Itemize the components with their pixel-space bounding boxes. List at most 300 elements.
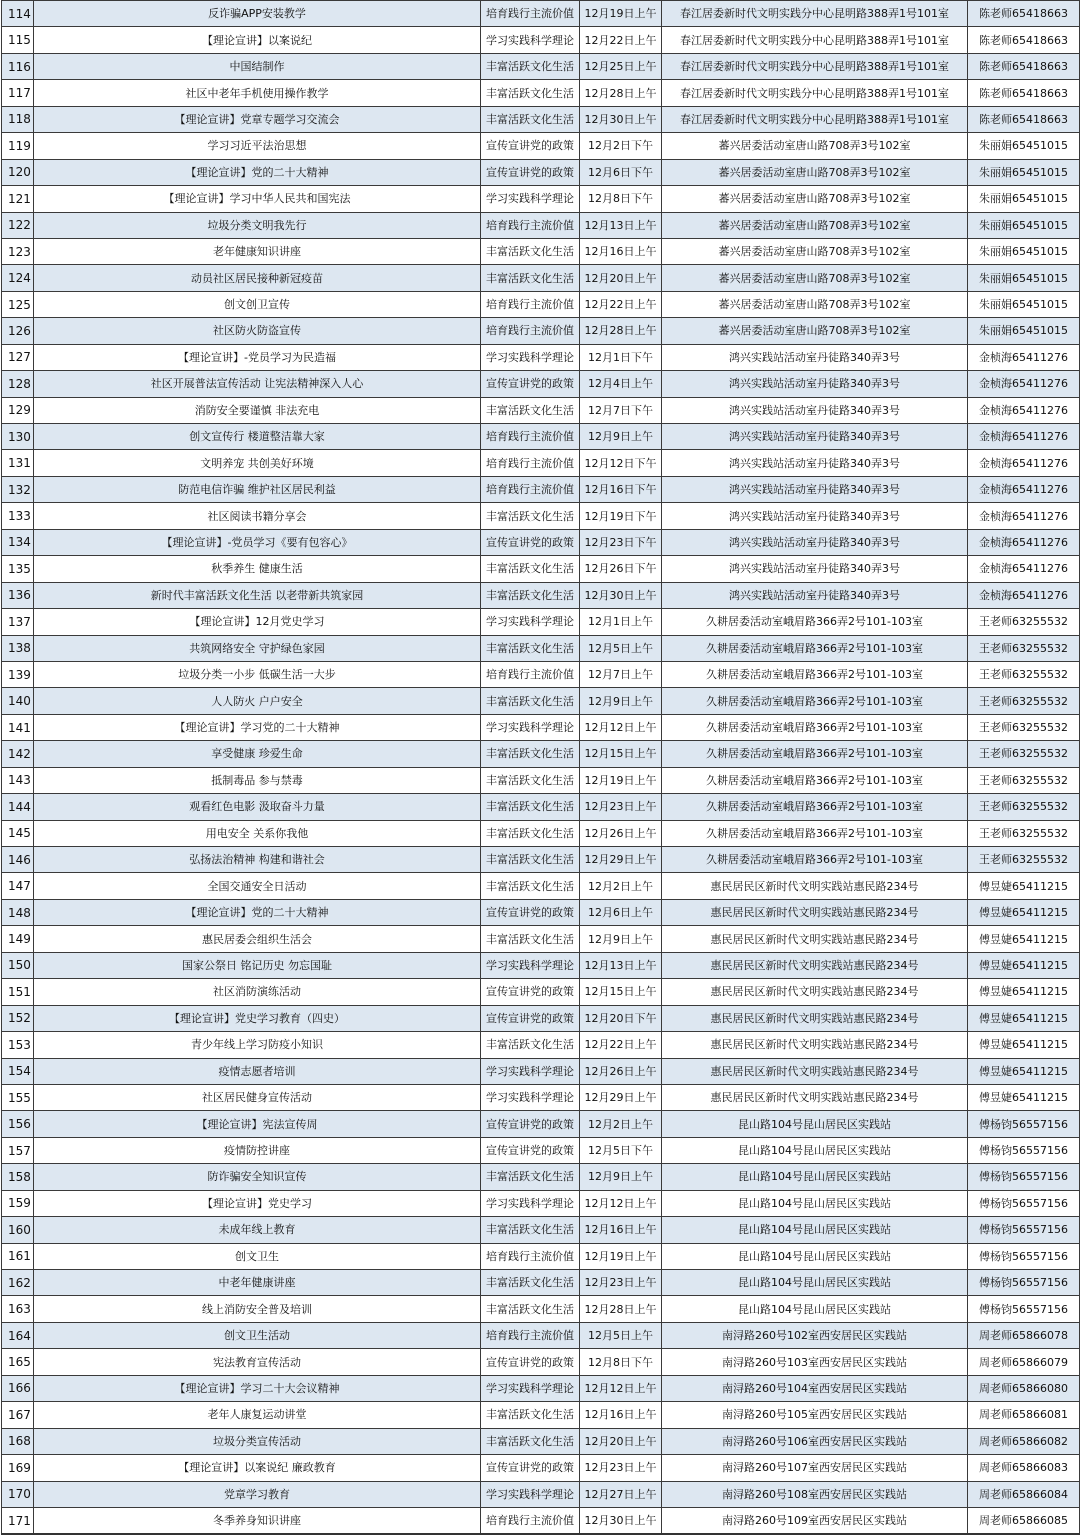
activity-title-cell: 疫情防控讲座: [34, 1137, 481, 1163]
activity-title-cell: 社区开展普法宣传活动 让宪法精神深入人心: [34, 371, 481, 397]
row-number-cell: 132: [2, 476, 34, 502]
row-number-cell: 136: [2, 582, 34, 608]
contact-person-cell: 朱丽娟65451015: [968, 265, 1080, 291]
table-row: [2, 556, 1080, 582]
table-row: [2, 1375, 1080, 1401]
row-number-cell: 169: [2, 1455, 34, 1481]
activity-title-cell: 垃圾分类文明我先行: [34, 212, 481, 238]
table-row: [2, 212, 1080, 238]
contact-person-cell: 王老师63255532: [968, 767, 1080, 793]
row-number-cell: 146: [2, 847, 34, 873]
activity-category-cell: 丰富活跃文化生活: [481, 873, 580, 899]
contact-person-cell: 傅杨钧56557156: [968, 1190, 1080, 1216]
contact-person-cell: 周老师65866078: [968, 1322, 1080, 1348]
activity-title-cell: 【理论宣讲】学习二十大会议精神: [34, 1375, 481, 1401]
table-row: [2, 529, 1080, 555]
contact-person-cell: 傅杨钧56557156: [968, 1164, 1080, 1190]
activity-category-cell: 宣传宣讲党的政策: [481, 1455, 580, 1481]
table-row: [2, 1243, 1080, 1269]
activity-title-cell: 宪法教育宣传活动: [34, 1349, 481, 1375]
activity-date-cell: 12月26日下午: [580, 556, 662, 582]
activity-date-cell: 12月6日下午: [580, 159, 662, 185]
activity-title-cell: 【理论宣讲】党史学习教育（四史）: [34, 1005, 481, 1031]
activity-title-cell: 【理论宣讲】党的二十大精神: [34, 159, 481, 185]
activity-title-cell: 用电安全 关系你我他: [34, 820, 481, 846]
activity-date-cell: 12月13日上午: [580, 212, 662, 238]
activity-title-cell: 中国结制作: [34, 53, 481, 79]
activity-location-cell: 惠民居民区新时代文明实践站惠民路234号: [662, 1005, 968, 1031]
activity-title-cell: 社区消防演练活动: [34, 979, 481, 1005]
activity-category-cell: 丰富活跃文化生活: [481, 1296, 580, 1322]
activity-location-cell: 久耕居委活动室峨眉路366弄2号101-103室: [662, 688, 968, 714]
activity-title-cell: 创文卫生活动: [34, 1322, 481, 1348]
contact-person-cell: 王老师63255532: [968, 847, 1080, 873]
activity-category-cell: 宣传宣讲党的政策: [481, 529, 580, 555]
activity-date-cell: 12月19日上午: [580, 767, 662, 793]
contact-person-cell: 傅杨钧56557156: [968, 1137, 1080, 1163]
table-row: [2, 1137, 1080, 1163]
activity-date-cell: 12月9日上午: [580, 424, 662, 450]
activity-date-cell: 12月29日上午: [580, 1084, 662, 1110]
contact-person-cell: 朱丽娟65451015: [968, 159, 1080, 185]
table-row: [2, 661, 1080, 687]
activity-title-cell: 共筑网络安全 守护绿色家园: [34, 635, 481, 661]
table-row: [2, 476, 1080, 502]
contact-person-cell: 周老师65866079: [968, 1349, 1080, 1375]
row-number-cell: 156: [2, 1111, 34, 1137]
row-number-cell: 164: [2, 1322, 34, 1348]
table-row: [2, 1190, 1080, 1216]
activity-title-cell: 疫情志愿者培训: [34, 1058, 481, 1084]
activity-date-cell: 12月1日下午: [580, 344, 662, 370]
activity-date-cell: 12月28日上午: [580, 80, 662, 106]
row-number-cell: 159: [2, 1190, 34, 1216]
table-row: [2, 1428, 1080, 1454]
activity-date-cell: 12月16日下午: [580, 476, 662, 502]
table-row: [2, 1455, 1080, 1481]
activity-category-cell: 培育践行主流价值: [481, 661, 580, 687]
activity-category-cell: 丰富活跃文化生活: [481, 1217, 580, 1243]
table-row: [2, 688, 1080, 714]
activity-title-cell: 国家公祭日 铭记历史 勿忘国耻: [34, 952, 481, 978]
activity-location-cell: 春江居委新时代文明实践分中心昆明路388弄1号101室: [662, 106, 968, 132]
activity-date-cell: 12月30日上午: [580, 582, 662, 608]
activity-title-cell: 【理论宣讲】-党员学习《要有包容心》: [34, 529, 481, 555]
activity-category-cell: 培育践行主流价值: [481, 212, 580, 238]
table-row: [2, 1032, 1080, 1058]
contact-person-cell: 王老师63255532: [968, 688, 1080, 714]
table-row: [2, 1058, 1080, 1084]
activity-category-cell: 学习实践科学理论: [481, 1375, 580, 1401]
activity-date-cell: 12月6日上午: [580, 899, 662, 925]
contact-person-cell: 王老师63255532: [968, 661, 1080, 687]
activity-date-cell: 12月7日下午: [580, 397, 662, 423]
contact-person-cell: 金桢海65411276: [968, 397, 1080, 423]
activity-category-cell: 丰富活跃文化生活: [481, 106, 580, 132]
contact-person-cell: 陈老师65418663: [968, 80, 1080, 106]
activity-title-cell: 抵制毒品 参与禁毒: [34, 767, 481, 793]
table-row: [2, 1402, 1080, 1428]
activity-location-cell: 久耕居委活动室峨眉路366弄2号101-103室: [662, 820, 968, 846]
contact-person-cell: 王老师63255532: [968, 609, 1080, 635]
activity-location-cell: 春江居委新时代文明实践分中心昆明路388弄1号101室: [662, 1, 968, 27]
row-number-cell: 143: [2, 767, 34, 793]
row-number-cell: 115: [2, 27, 34, 53]
row-number-cell: 161: [2, 1243, 34, 1269]
table-body: [2, 1, 1080, 1535]
activity-date-cell: 12月16日上午: [580, 1402, 662, 1428]
activity-title-cell: 【理论宣讲】学习中华人民共和国宪法: [34, 186, 481, 212]
activity-title-cell: 享受健康 珍爱生命: [34, 741, 481, 767]
row-number-cell: 139: [2, 661, 34, 687]
activity-location-cell: 惠民居民区新时代文明实践站惠民路234号: [662, 1058, 968, 1084]
activity-date-cell: 12月9日上午: [580, 1164, 662, 1190]
activity-location-cell: 蕃兴居委活动室唐山路708弄3号102室: [662, 212, 968, 238]
activity-title-cell: 社区中老年手机使用操作教学: [34, 80, 481, 106]
activity-category-cell: 培育践行主流价值: [481, 318, 580, 344]
table-row: [2, 926, 1080, 952]
activity-location-cell: 惠民居民区新时代文明实践站惠民路234号: [662, 1084, 968, 1110]
activity-category-cell: 丰富活跃文化生活: [481, 1032, 580, 1058]
row-number-cell: 133: [2, 503, 34, 529]
table-row: [2, 1507, 1080, 1534]
contact-person-cell: 陈老师65418663: [968, 1, 1080, 27]
activity-location-cell: 久耕居委活动室峨眉路366弄2号101-103室: [662, 635, 968, 661]
activity-category-cell: 丰富活跃文化生活: [481, 794, 580, 820]
contact-person-cell: 周老师65866080: [968, 1375, 1080, 1401]
activity-date-cell: 12月28日上午: [580, 318, 662, 344]
row-number-cell: 119: [2, 133, 34, 159]
activity-date-cell: 12月8日下午: [580, 186, 662, 212]
activity-location-cell: 南浔路260号109室西安居民区实践站: [662, 1507, 968, 1534]
table-row: [2, 741, 1080, 767]
activity-location-cell: 昆山路104号昆山居民区实践站: [662, 1137, 968, 1163]
activity-date-cell: 12月19日上午: [580, 1243, 662, 1269]
row-number-cell: 165: [2, 1349, 34, 1375]
table-row: [2, 27, 1080, 53]
row-number-cell: 116: [2, 53, 34, 79]
table-row: [2, 767, 1080, 793]
activity-category-cell: 宣传宣讲党的政策: [481, 1137, 580, 1163]
activity-title-cell: 垃圾分类一小步 低碳生活一大步: [34, 661, 481, 687]
activity-title-cell: 创文卫生: [34, 1243, 481, 1269]
contact-person-cell: 金桢海65411276: [968, 476, 1080, 502]
row-number-cell: 128: [2, 371, 34, 397]
contact-person-cell: 王老师63255532: [968, 714, 1080, 740]
activity-location-cell: 春江居委新时代文明实践分中心昆明路388弄1号101室: [662, 53, 968, 79]
contact-person-cell: 傅杨钧56557156: [968, 1111, 1080, 1137]
activity-location-cell: 昆山路104号昆山居民区实践站: [662, 1296, 968, 1322]
contact-person-cell: 金桢海65411276: [968, 582, 1080, 608]
table-row: [2, 1164, 1080, 1190]
activity-date-cell: 12月26日上午: [580, 820, 662, 846]
activity-date-cell: 12月12日下午: [580, 450, 662, 476]
table-row: [2, 1270, 1080, 1296]
activity-title-cell: 老年人康复运动讲堂: [34, 1402, 481, 1428]
table-row: [2, 582, 1080, 608]
table-row: [2, 899, 1080, 925]
row-number-cell: 147: [2, 873, 34, 899]
table-row: [2, 397, 1080, 423]
table-row: [2, 794, 1080, 820]
contact-person-cell: 陈老师65418663: [968, 53, 1080, 79]
contact-person-cell: 周老师65866083: [968, 1455, 1080, 1481]
activity-date-cell: 12月9日上午: [580, 688, 662, 714]
activity-location-cell: 鸿兴实践站活动室丹徒路340弄3号: [662, 371, 968, 397]
row-number-cell: 155: [2, 1084, 34, 1110]
row-number-cell: 117: [2, 80, 34, 106]
activity-date-cell: 12月23日上午: [580, 1455, 662, 1481]
row-number-cell: 149: [2, 926, 34, 952]
activity-category-cell: 丰富活跃文化生活: [481, 1402, 580, 1428]
activity-location-cell: 蕃兴居委活动室唐山路708弄3号102室: [662, 186, 968, 212]
activity-title-cell: 垃圾分类宣传活动: [34, 1428, 481, 1454]
activity-date-cell: 12月22日上午: [580, 1032, 662, 1058]
row-number-cell: 144: [2, 794, 34, 820]
contact-person-cell: 金桢海65411276: [968, 371, 1080, 397]
contact-person-cell: 金桢海65411276: [968, 529, 1080, 555]
activity-date-cell: 12月12日上午: [580, 714, 662, 740]
contact-person-cell: 傅昱婕65411215: [968, 1058, 1080, 1084]
row-number-cell: 137: [2, 609, 34, 635]
activity-title-cell: 【理论宣讲】学习党的二十大精神: [34, 714, 481, 740]
activity-category-cell: 丰富活跃文化生活: [481, 53, 580, 79]
activity-date-cell: 12月4日上午: [580, 371, 662, 397]
activity-location-cell: 久耕居委活动室峨眉路366弄2号101-103室: [662, 847, 968, 873]
activity-title-cell: 创文宣传行 楼道整洁靠大家: [34, 424, 481, 450]
activity-date-cell: 12月7日上午: [580, 661, 662, 687]
row-number-cell: 153: [2, 1032, 34, 1058]
activity-location-cell: 惠民居民区新时代文明实践站惠民路234号: [662, 899, 968, 925]
table-row: [2, 820, 1080, 846]
row-number-cell: 134: [2, 529, 34, 555]
table-row: [2, 344, 1080, 370]
activity-date-cell: 12月12日上午: [580, 1190, 662, 1216]
contact-person-cell: 朱丽娟65451015: [968, 291, 1080, 317]
activity-location-cell: 鸿兴实践站活动室丹徒路340弄3号: [662, 450, 968, 476]
activity-category-cell: 丰富活跃文化生活: [481, 556, 580, 582]
table-row: [2, 133, 1080, 159]
contact-person-cell: 王老师63255532: [968, 635, 1080, 661]
activity-location-cell: 惠民居民区新时代文明实践站惠民路234号: [662, 873, 968, 899]
activity-date-cell: 12月19日下午: [580, 503, 662, 529]
activity-location-cell: 昆山路104号昆山居民区实践站: [662, 1164, 968, 1190]
activity-category-cell: 学习实践科学理论: [481, 609, 580, 635]
row-number-cell: 142: [2, 741, 34, 767]
contact-person-cell: 朱丽娟65451015: [968, 212, 1080, 238]
activity-date-cell: 12月2日上午: [580, 1111, 662, 1137]
activity-location-cell: 昆山路104号昆山居民区实践站: [662, 1111, 968, 1137]
activity-category-cell: 培育践行主流价值: [481, 291, 580, 317]
table-row: [2, 291, 1080, 317]
table-row: [2, 53, 1080, 79]
activity-title-cell: 防诈骗安全知识宣传: [34, 1164, 481, 1190]
contact-person-cell: 傅杨钧56557156: [968, 1270, 1080, 1296]
contact-person-cell: 王老师63255532: [968, 741, 1080, 767]
activity-date-cell: 12月23日下午: [580, 529, 662, 555]
table-row: [2, 609, 1080, 635]
row-number-cell: 168: [2, 1428, 34, 1454]
activity-title-cell: 青少年线上学习防疫小知识: [34, 1032, 481, 1058]
contact-person-cell: 傅昱婕65411215: [968, 952, 1080, 978]
row-number-cell: 158: [2, 1164, 34, 1190]
row-number-cell: 124: [2, 265, 34, 291]
activity-location-cell: 南浔路260号105室西安居民区实践站: [662, 1402, 968, 1428]
activity-location-cell: 南浔路260号108室西安居民区实践站: [662, 1481, 968, 1507]
table-row: [2, 371, 1080, 397]
activity-category-cell: 学习实践科学理论: [481, 714, 580, 740]
contact-person-cell: 周老师65866084: [968, 1481, 1080, 1507]
activity-location-cell: 久耕居委活动室峨眉路366弄2号101-103室: [662, 714, 968, 740]
activity-date-cell: 12月26日上午: [580, 1058, 662, 1084]
row-number-cell: 154: [2, 1058, 34, 1084]
table-row: [2, 714, 1080, 740]
table-row: [2, 979, 1080, 1005]
activity-category-cell: 学习实践科学理论: [481, 186, 580, 212]
activity-location-cell: 南浔路260号103室西安居民区实践站: [662, 1349, 968, 1375]
activity-date-cell: 12月30日上午: [580, 1507, 662, 1534]
row-number-cell: 127: [2, 344, 34, 370]
activity-date-cell: 12月15日上午: [580, 741, 662, 767]
activity-date-cell: 12月27日上午: [580, 1481, 662, 1507]
activity-date-cell: 12月20日上午: [580, 265, 662, 291]
activity-category-cell: 培育践行主流价值: [481, 1322, 580, 1348]
table-row: [2, 318, 1080, 344]
contact-person-cell: 朱丽娟65451015: [968, 186, 1080, 212]
activity-category-cell: 丰富活跃文化生活: [481, 1270, 580, 1296]
activity-category-cell: 培育践行主流价值: [481, 424, 580, 450]
activity-category-cell: 宣传宣讲党的政策: [481, 1111, 580, 1137]
activity-title-cell: 线上消防安全普及培训: [34, 1296, 481, 1322]
activity-date-cell: 12月20日上午: [580, 1428, 662, 1454]
activity-title-cell: 弘扬法治精神 构建和谐社会: [34, 847, 481, 873]
activity-location-cell: 久耕居委活动室峨眉路366弄2号101-103室: [662, 741, 968, 767]
activity-location-cell: 南浔路260号104室西安居民区实践站: [662, 1375, 968, 1401]
activity-title-cell: 【理论宣讲】以案说纪 廉政教育: [34, 1455, 481, 1481]
table-row: [2, 1005, 1080, 1031]
activity-category-cell: 宣传宣讲党的政策: [481, 899, 580, 925]
row-number-cell: 121: [2, 186, 34, 212]
table-row: [2, 1322, 1080, 1348]
activity-date-cell: 12月30日上午: [580, 106, 662, 132]
activity-location-cell: 蕃兴居委活动室唐山路708弄3号102室: [662, 291, 968, 317]
table-row: [2, 80, 1080, 106]
activity-date-cell: 12月16日上午: [580, 1217, 662, 1243]
activity-location-cell: 春江居委新时代文明实践分中心昆明路388弄1号101室: [662, 27, 968, 53]
activity-title-cell: 【理论宣讲】以案说纪: [34, 27, 481, 53]
row-number-cell: 129: [2, 397, 34, 423]
row-number-cell: 148: [2, 899, 34, 925]
activity-location-cell: 南浔路260号102室西安居民区实践站: [662, 1322, 968, 1348]
contact-person-cell: 金桢海65411276: [968, 503, 1080, 529]
row-number-cell: 131: [2, 450, 34, 476]
activity-location-cell: 鸿兴实践站活动室丹徒路340弄3号: [662, 344, 968, 370]
activity-category-cell: 丰富活跃文化生活: [481, 397, 580, 423]
row-number-cell: 122: [2, 212, 34, 238]
contact-person-cell: 傅杨钧56557156: [968, 1243, 1080, 1269]
activity-location-cell: 蕃兴居委活动室唐山路708弄3号102室: [662, 318, 968, 344]
table-row: [2, 1111, 1080, 1137]
activity-category-cell: 丰富活跃文化生活: [481, 688, 580, 714]
activity-location-cell: 南浔路260号107室西安居民区实践站: [662, 1455, 968, 1481]
activity-date-cell: 12月22日上午: [580, 27, 662, 53]
contact-person-cell: 朱丽娟65451015: [968, 133, 1080, 159]
table-row: [2, 1, 1080, 27]
activity-title-cell: 中老年健康讲座: [34, 1270, 481, 1296]
activity-category-cell: 宣传宣讲党的政策: [481, 1349, 580, 1375]
activity-date-cell: 12月19日上午: [580, 1, 662, 27]
contact-person-cell: 金桢海65411276: [968, 556, 1080, 582]
activity-title-cell: 社区防火防盗宣传: [34, 318, 481, 344]
activity-title-cell: 【理论宣讲】党史学习: [34, 1190, 481, 1216]
activity-category-cell: 丰富活跃文化生活: [481, 635, 580, 661]
row-number-cell: 150: [2, 952, 34, 978]
contact-person-cell: 傅杨钧56557156: [968, 1217, 1080, 1243]
row-number-cell: 125: [2, 291, 34, 317]
activity-location-cell: 久耕居委活动室峨眉路366弄2号101-103室: [662, 794, 968, 820]
activity-date-cell: 12月16日上午: [580, 238, 662, 264]
table-row: [2, 450, 1080, 476]
activity-title-cell: 【理论宣讲】12月党史学习: [34, 609, 481, 635]
activity-date-cell: 12月2日下午: [580, 133, 662, 159]
activity-category-cell: 丰富活跃文化生活: [481, 503, 580, 529]
activity-date-cell: 12月23日上午: [580, 1270, 662, 1296]
activity-category-cell: 学习实践科学理论: [481, 1084, 580, 1110]
activity-location-cell: 久耕居委活动室峨眉路366弄2号101-103室: [662, 661, 968, 687]
row-number-cell: 157: [2, 1137, 34, 1163]
row-number-cell: 123: [2, 238, 34, 264]
table-row: [2, 106, 1080, 132]
activity-category-cell: 丰富活跃文化生活: [481, 1428, 580, 1454]
row-number-cell: 140: [2, 688, 34, 714]
activity-category-cell: 学习实践科学理论: [481, 344, 580, 370]
activity-location-cell: 鸿兴实践站活动室丹徒路340弄3号: [662, 424, 968, 450]
table-row: [2, 186, 1080, 212]
activity-title-cell: 冬季养身知识讲座: [34, 1507, 481, 1534]
activity-title-cell: 全国交通安全日活动: [34, 873, 481, 899]
activity-category-cell: 丰富活跃文化生活: [481, 741, 580, 767]
activity-location-cell: 鸿兴实践站活动室丹徒路340弄3号: [662, 397, 968, 423]
activity-category-cell: 丰富活跃文化生活: [481, 767, 580, 793]
activity-category-cell: 培育践行主流价值: [481, 1, 580, 27]
activity-date-cell: 12月12日上午: [580, 1375, 662, 1401]
activity-date-cell: 12月8日下午: [580, 1349, 662, 1375]
activity-category-cell: 学习实践科学理论: [481, 1481, 580, 1507]
row-number-cell: 160: [2, 1217, 34, 1243]
activity-title-cell: 人人防火 户户安全: [34, 688, 481, 714]
row-number-cell: 152: [2, 1005, 34, 1031]
row-number-cell: 138: [2, 635, 34, 661]
row-number-cell: 130: [2, 424, 34, 450]
row-number-cell: 151: [2, 979, 34, 1005]
row-number-cell: 135: [2, 556, 34, 582]
table-row: [2, 1349, 1080, 1375]
contact-person-cell: 王老师63255532: [968, 820, 1080, 846]
table-row: [2, 159, 1080, 185]
activity-location-cell: 久耕居委活动室峨眉路366弄2号101-103室: [662, 767, 968, 793]
contact-person-cell: 王老师63255532: [968, 794, 1080, 820]
activity-title-cell: 未成年线上教育: [34, 1217, 481, 1243]
contact-person-cell: 傅昱婕65411215: [968, 873, 1080, 899]
row-number-cell: 170: [2, 1481, 34, 1507]
table-row: [2, 1084, 1080, 1110]
contact-person-cell: 傅昱婕65411215: [968, 979, 1080, 1005]
activity-date-cell: 12月1日上午: [580, 609, 662, 635]
activity-location-cell: 蕃兴居委活动室唐山路708弄3号102室: [662, 238, 968, 264]
activity-title-cell: 新时代丰富活跃文化生活 以老带新共筑家园: [34, 582, 481, 608]
activity-title-cell: 社区阅读书籍分享会: [34, 503, 481, 529]
row-number-cell: 145: [2, 820, 34, 846]
